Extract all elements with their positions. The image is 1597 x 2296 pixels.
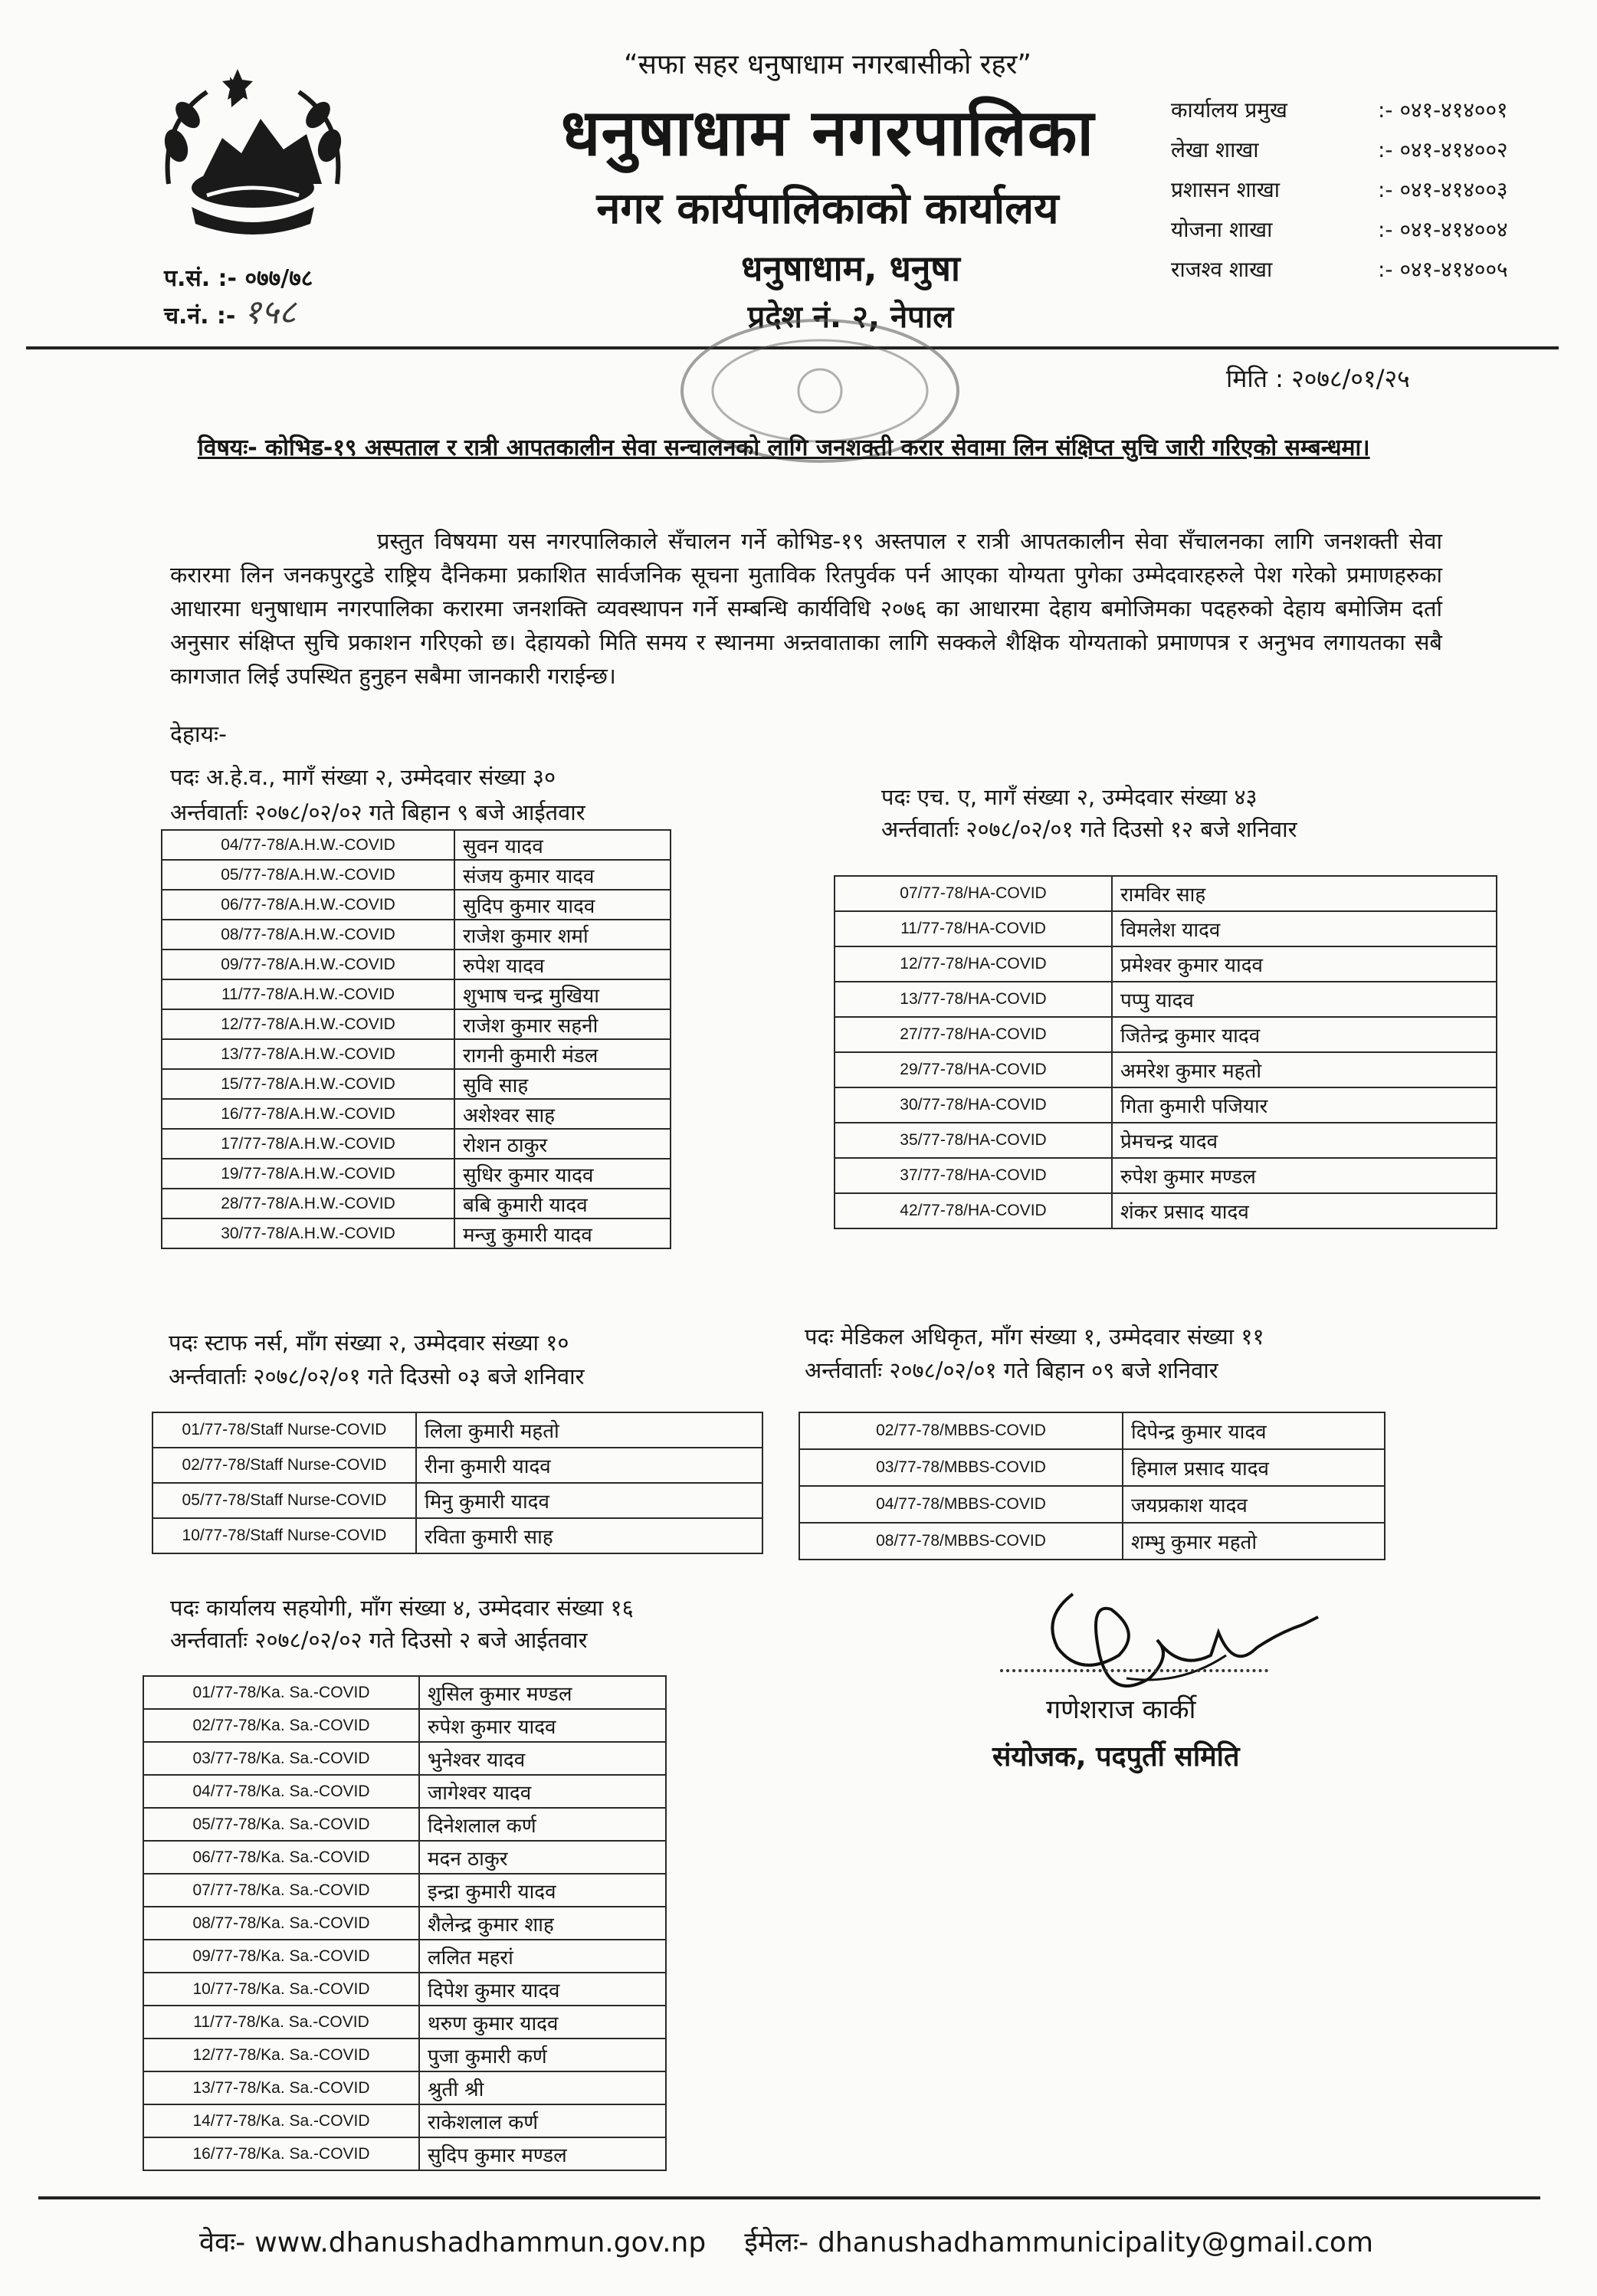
dispatch-prefix: च.नं. :- [164, 303, 236, 330]
table-row [835, 1017, 1497, 1052]
registration-code: 13/77-78/A.H.W.-COVID [162, 1039, 454, 1069]
candidate-name: राकेशलाल कर्ण [419, 2104, 666, 2137]
registration-code: 02/77-78/MBBS-COVID [799, 1412, 1123, 1449]
candidate-name: भुनेश्वर यादव [419, 1742, 666, 1775]
dispatch-number [164, 293, 313, 333]
candidate-name: विमलेश यादव [1112, 911, 1497, 946]
candidate-name: ललित महरां [419, 1940, 666, 1973]
body-paragraph [170, 524, 1442, 693]
table-row [799, 1449, 1385, 1486]
table-row [162, 920, 671, 950]
registration-code: 28/77-78/A.H.W.-COVID [162, 1189, 454, 1219]
roster-table-staff-nurse [152, 1412, 763, 1554]
registration-code: 12/77-78/HA-COVID [835, 946, 1112, 982]
candidate-name: जागेश्वर यादव [419, 1775, 666, 1808]
footer [199, 2222, 1373, 2260]
table-row [835, 1052, 1497, 1087]
candidate-name: लिला कुमारी महतो [416, 1412, 762, 1448]
registration-code: 03/77-78/MBBS-COVID [799, 1449, 1123, 1486]
annex-label: देहायः- [170, 721, 227, 748]
section-title-ahw: पदः अ.हे.व., मागँ संख्या २, उम्मेदवार संख्या ३० [170, 764, 556, 790]
table-row [143, 2039, 666, 2071]
table-row [143, 2137, 666, 2170]
registration-code: 07/77-78/Ka. Sa.-COVID [143, 1874, 419, 1907]
section-title-staff-nurse: पदः स्टाफ नर्स, माँग संख्या २, उम्मेदवार संख्या १० [169, 1330, 569, 1356]
registration-code: 07/77-78/HA-COVID [835, 876, 1112, 911]
candidate-name: रीना कुमारी यादव [416, 1448, 762, 1483]
registration-code: 42/77-78/HA-COVID [835, 1193, 1112, 1228]
registration-code: 01/77-78/Staff Nurse-COVID [152, 1412, 416, 1448]
registration-code: 15/77-78/A.H.W.-COVID [162, 1069, 454, 1099]
table-row [162, 1129, 671, 1159]
email-link[interactable]: dhanushadhammunicipality@gmail.com [818, 2227, 1374, 2258]
registration-code: 19/77-78/A.H.W.-COVID [162, 1159, 454, 1189]
registration-code: 11/77-78/Ka. Sa.-COVID [143, 2006, 419, 2039]
registration-code: 04/77-78/MBBS-COVID [799, 1486, 1123, 1523]
candidate-name: रागनी कुमारी मंडल [454, 1039, 671, 1069]
registration-code: 35/77-78/HA-COVID [835, 1123, 1112, 1158]
candidate-name: मिनु कुमारी यादव [416, 1483, 762, 1518]
candidate-name: अशेश्वर साह [454, 1099, 671, 1129]
email-label: ईमेलः- [744, 2227, 809, 2258]
contact-row [1171, 130, 1569, 170]
registration-code: 30/77-78/A.H.W.-COVID [162, 1219, 454, 1248]
candidate-name: रुपेश कुमार यादव [419, 1709, 666, 1742]
website-link[interactable]: www.dhanushadhammun.gov.np [254, 2227, 707, 2258]
signer-role: संयोजक, पदपुर्ती समिति [992, 1741, 1240, 1773]
section-title-ha: पदः एच. ए, मागँ संख्या २, उम्मेदवार संख्या ४३ [881, 784, 1258, 810]
roster-table-ahw [161, 829, 671, 1249]
dispatch-handwritten: १५८ [243, 293, 297, 332]
table-row [835, 982, 1497, 1017]
table-row [152, 1412, 762, 1448]
candidate-name: सुधिर कुमार यादव [454, 1159, 671, 1189]
section-interview-office-helper: अर्न्तवार्ताः २०७८/०२/०२ गते दिउसो २ बजे आईतवार [170, 1627, 588, 1653]
registration-code: 17/77-78/A.H.W.-COVID [162, 1129, 454, 1159]
government-emblem [146, 54, 360, 245]
candidate-name: जितेन्द्र कुमार यादव [1112, 1017, 1497, 1052]
candidate-name: मन्जु कुमारी यादव [454, 1219, 671, 1248]
registration-code: 10/77-78/Ka. Sa.-COVID [143, 1973, 419, 2006]
section-interview-staff-nurse: अर्न्तवार्ताः २०७८/०२/०१ गते दिउसो ०३ बजे शनिवार [169, 1363, 585, 1389]
candidate-name: बबि कुमारी यादव [454, 1189, 671, 1219]
contact-phone: :- ०४१-४१४००५ [1378, 257, 1508, 282]
registration-code: 08/77-78/MBBS-COVID [799, 1523, 1123, 1560]
candidate-name: राजेश कुमार शर्मा [454, 920, 671, 950]
table-row [162, 1009, 671, 1039]
table-row [162, 1219, 671, 1248]
slogan: “सफा सहर धनुषाधाम नगरबासीको रहर” [624, 49, 1031, 80]
table-row [143, 1940, 666, 1973]
registration-code: 05/77-78/Staff Nurse-COVID [152, 1483, 416, 1518]
contact-label: योजना शाखा [1171, 217, 1273, 242]
candidate-name: इन्द्रा कुमारी यादव [419, 1874, 666, 1907]
registration-code: 06/77-78/A.H.W.-COVID [162, 890, 454, 920]
address-line2: प्रदेश नं. २, नेपाल [747, 300, 954, 335]
candidate-name: शम्भु कुमार महतो [1123, 1523, 1385, 1560]
table-row [799, 1412, 1385, 1449]
candidate-name: संजय कुमार यादव [454, 860, 671, 890]
candidate-name: सुवि साह [454, 1069, 671, 1099]
section-interview-ha: अर्न्तवार्ताः २०७८/०२/०१ गते दिउसो १२ बजे शनिवार [881, 816, 1297, 842]
table-row [799, 1486, 1385, 1523]
office-name: नगर कार्यपालिकाको कार्यालय [596, 184, 1059, 234]
registration-code: 11/77-78/A.H.W.-COVID [162, 979, 454, 1009]
table-row [162, 1189, 671, 1219]
table-row [835, 1087, 1497, 1123]
section-interview-ahw: अर्न्तवार्ताः २०७८/०२/०२ गते बिहान ९ बजे आईतवार [170, 799, 585, 825]
candidate-name: श्रुती श्री [419, 2071, 666, 2104]
registration-code: 04/77-78/Ka. Sa.-COVID [143, 1775, 419, 1808]
table-row [162, 860, 671, 890]
candidate-name: सुवन यादव [454, 830, 671, 860]
table-row [143, 1874, 666, 1907]
registration-code: 12/77-78/Ka. Sa.-COVID [143, 2039, 419, 2071]
table-row [835, 876, 1497, 911]
roster-body [152, 1412, 762, 1553]
contact-row [1171, 170, 1569, 210]
candidate-name: मदन ठाकुर [419, 1841, 666, 1874]
table-row [162, 890, 671, 920]
candidate-name: गिता कुमारी पजियार [1112, 1087, 1497, 1123]
candidate-name: दिनेशलाल कर्ण [419, 1808, 666, 1841]
candidate-name: दिपेन्द्र कुमार यादव [1123, 1412, 1385, 1449]
registration-code: 37/77-78/HA-COVID [835, 1158, 1112, 1193]
registration-code: 02/77-78/Ka. Sa.-COVID [143, 1709, 419, 1742]
table-row [835, 946, 1497, 982]
table-row [143, 1907, 666, 1940]
registration-code: 27/77-78/HA-COVID [835, 1017, 1112, 1052]
registration-code: 13/77-78/HA-COVID [835, 982, 1112, 1017]
registration-code: 05/77-78/Ka. Sa.-COVID [143, 1808, 419, 1841]
table-row [143, 2006, 666, 2039]
footer-divider [38, 2196, 1540, 2199]
table-row [152, 1483, 762, 1518]
table-row [162, 1099, 671, 1129]
signature-line [1000, 1669, 1268, 1672]
table-row [162, 950, 671, 979]
table-row [143, 1841, 666, 1874]
registration-code: 16/77-78/A.H.W.-COVID [162, 1099, 454, 1129]
candidate-name: शुसिल कुमार मण्डल [419, 1676, 666, 1709]
table-row [143, 1808, 666, 1841]
contact-row [1171, 210, 1569, 250]
candidate-name: पप्पु यादव [1112, 982, 1497, 1017]
candidate-name: जयप्रकाश यादव [1123, 1486, 1385, 1523]
roster-body [835, 876, 1497, 1228]
reference-block [164, 262, 313, 333]
roster-table-ha [834, 875, 1497, 1229]
table-row [152, 1448, 762, 1483]
table-row [162, 830, 671, 860]
roster-table-office-helper [143, 1675, 667, 2171]
contact-phone: :- ०४१-४१४००४ [1378, 217, 1508, 242]
registration-code: 05/77-78/A.H.W.-COVID [162, 860, 454, 890]
candidate-name: सुदिप कुमार मण्डल [419, 2137, 666, 2170]
registration-code: 30/77-78/HA-COVID [835, 1087, 1112, 1123]
address-line1: धनुषाधाम, धनुषा [741, 248, 960, 289]
contact-phone: :- ०४१-४१४००२ [1378, 137, 1508, 162]
contact-list [1171, 90, 1569, 290]
candidate-name: पुजा कुमारी कर्ण [419, 2039, 666, 2071]
web-label: वेवः- [199, 2227, 246, 2258]
table-row [162, 1159, 671, 1189]
section-interview-mbbs: अर्न्तवार्ताः २०७८/०२/०१ गते बिहान ०९ बजे शनिवार [805, 1357, 1218, 1383]
table-row [162, 1069, 671, 1099]
registration-code: 09/77-78/Ka. Sa.-COVID [143, 1940, 419, 1973]
registration-code: 11/77-78/HA-COVID [835, 911, 1112, 946]
contact-label: प्रशासन शाखा [1171, 177, 1281, 202]
registration-code: 29/77-78/HA-COVID [835, 1052, 1112, 1087]
candidate-name: रुपेश यादव [454, 950, 671, 979]
candidate-name: शंकर प्रसाद यादव [1112, 1193, 1497, 1228]
contact-row [1171, 250, 1569, 290]
contact-row [1171, 90, 1569, 130]
contact-label: कार्यालय प्रमुख [1171, 97, 1287, 123]
roster-body [162, 830, 671, 1248]
table-row [143, 1709, 666, 1742]
registration-code: 13/77-78/Ka. Sa.-COVID [143, 2071, 419, 2104]
table-row [835, 1193, 1497, 1228]
table-row [143, 1775, 666, 1808]
letter-date: मिति : २०७८/०१/२५ [1226, 364, 1410, 393]
candidate-name: शुभाष चन्द्र मुखिया [454, 979, 671, 1009]
table-row [799, 1523, 1385, 1560]
table-row [143, 1973, 666, 2006]
roster-body [143, 1676, 666, 2170]
candidate-name: अमरेश कुमार महतो [1112, 1052, 1497, 1087]
table-row [162, 979, 671, 1009]
contact-phone: :- ०४१-४१४००३ [1378, 177, 1508, 202]
candidate-name: सुदिप कुमार यादव [454, 890, 671, 920]
table-row [143, 1676, 666, 1709]
candidate-name: प्रमेश्वर कुमार यादव [1112, 946, 1497, 982]
registration-code: 08/77-78/A.H.W.-COVID [162, 920, 454, 950]
table-row [143, 2104, 666, 2137]
subject-line: विषयः- कोभिड-१९ अस्पताल र रात्री आपतकालीन सेवा सन्चालनको लागि जनशक्ती करार सेवामा लिन संक्षिप्त सुचि जारी गरिएको सम्बन्धमा। [198, 435, 1370, 461]
registration-code: 03/77-78/Ka. Sa.-COVID [143, 1742, 419, 1775]
table-row [143, 2071, 666, 2104]
candidate-name: थरुण कुमार यादव [419, 2006, 666, 2039]
registration-code: 12/77-78/A.H.W.-COVID [162, 1009, 454, 1039]
ref-number: प.सं. :- ०७७/७८ [164, 265, 313, 292]
registration-code: 14/77-78/Ka. Sa.-COVID [143, 2104, 419, 2137]
org-name: धनुषाधाम नगरपालिका [560, 95, 1095, 170]
roster-table-mbbs [798, 1412, 1385, 1560]
candidate-name: रामविर साह [1112, 876, 1497, 911]
registration-code: 04/77-78/A.H.W.-COVID [162, 830, 454, 860]
table-row [835, 1123, 1497, 1158]
registration-code: 08/77-78/Ka. Sa.-COVID [143, 1907, 419, 1940]
table-row [143, 1742, 666, 1775]
candidate-name: रुपेश कुमार मण्डल [1112, 1158, 1497, 1193]
registration-code: 09/77-78/A.H.W.-COVID [162, 950, 454, 979]
registration-code: 02/77-78/Staff Nurse-COVID [152, 1448, 416, 1483]
candidate-name: दिपेश कुमार यादव [419, 1973, 666, 2006]
table-row [835, 911, 1497, 946]
contact-phone: :- ०४१-४१४००१ [1378, 97, 1508, 123]
roster-body [799, 1412, 1385, 1560]
signer-name: गणेशराज कार्की [1046, 1694, 1196, 1725]
section-title-mbbs: पदः मेडिकल अधिकृत, माँग संख्या १, उम्मेदवार संख्या ११ [805, 1323, 1264, 1350]
contact-label: राजश्व शाखा [1171, 257, 1273, 282]
candidate-name: प्रेमचन्द्र यादव [1112, 1123, 1497, 1158]
registration-code: 01/77-78/Ka. Sa.-COVID [143, 1676, 419, 1709]
registration-code: 10/77-78/Staff Nurse-COVID [152, 1518, 416, 1553]
candidate-name: रविता कुमारी साह [416, 1518, 762, 1553]
candidate-name: शैलेन्द्र कुमार शाह [419, 1907, 666, 1940]
candidate-name: हिमाल प्रसाद यादव [1123, 1449, 1385, 1486]
table-row [152, 1518, 762, 1553]
registration-code: 16/77-78/Ka. Sa.-COVID [143, 2137, 419, 2170]
registration-code: 06/77-78/Ka. Sa.-COVID [143, 1841, 419, 1874]
candidate-name: रोशन ठाकुर [454, 1129, 671, 1159]
section-title-office-helper: पदः कार्यालय सहयोगी, माँग संख्या ४, उम्मेदवार संख्या १६ [170, 1595, 634, 1621]
body-text: प्रस्तुत विषयमा यस नगरपालिकाले सँचालन गर्ने कोभिड-१९ अस्तपाल र रात्री आपतकालीन सेवा सँचालनका लागि जनशक्ती सेवा करारमा लिन जनकपुरटुडे राष्ट्रिय दैनिकमा प्रकाशित सार्वजनिक सूचना मुताविक रितपुर्वक पर्न आएका योग्यता पुगेका उम्मेदवारहरुले पेश गरेको प्रमाणहरुका आधारमा धनुषाधाम नगरपालिका करारमा जनशक्ति व्यवस्थापन गर्ने सम्बन्धि कार्यविधि २०७६ का आधारमा देहाय बमोजिमका पदहरुको देहाय बमोजिम दर्ता अनुसार संक्षिप्त सुचि प्रकाशन गरिएको छ। देहायको मिति समय र स्थानमा अन्र्तवाताका लागि सक्कले शैक्षिक योग्यताको प्रमाणपत्र र अनुभव लगायतका सबै कागजात लिई उपस्थित हुनुहन सबैमा जानकारी गराईन्छ। [170, 528, 1442, 689]
contact-label: लेखा शाखा [1171, 137, 1259, 162]
candidate-name: राजेश कुमार सहनी [454, 1009, 671, 1039]
table-row [835, 1158, 1497, 1193]
table-row [162, 1039, 671, 1069]
